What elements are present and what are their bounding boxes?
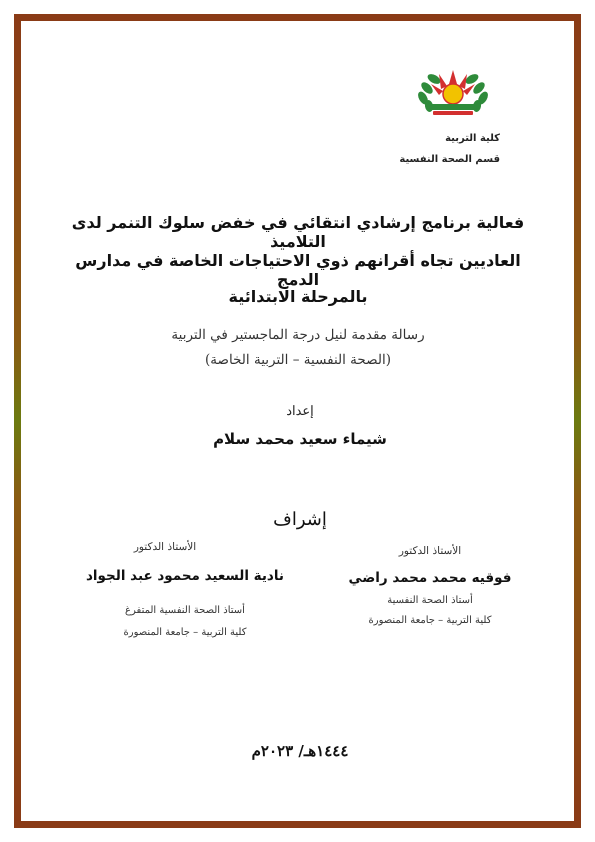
faculty-name: كلية التربية	[445, 133, 500, 144]
supervisor-2-affiliation: كلية التربية – جامعة المنصورة	[123, 627, 247, 638]
supervisor-1-name: فوقيه محمد محمد راضي	[348, 570, 512, 586]
publication-date: ١٤٤٤هـ/ ٢٠٢٣م	[251, 742, 349, 760]
supervision-label: إشراف	[273, 509, 327, 530]
supervisor-1-role: الأستاذ الدكتور	[398, 545, 462, 557]
preparation-label: إعداد	[286, 404, 314, 419]
specialization: (الصحة النفسية – التربية الخاصة)	[205, 352, 391, 368]
university-emblem-icon	[413, 64, 493, 120]
supervisor-1-position: أستاذ الصحة النفسية	[387, 595, 473, 606]
department-name: قسم الصحة النفسية	[399, 154, 500, 165]
author-name: شيماء سعيد محمد سلام	[213, 430, 387, 448]
supervisor-2	[80, 541, 290, 638]
supervisor-1-affiliation: كلية التربية – جامعة المنصورة	[368, 615, 492, 626]
thesis-title-line-1: فعالية برنامج إرشادي انتقائي في خفض سلوك التنمر لدى التلاميذ	[71, 213, 525, 251]
supervisor-2-position: أستاذ الصحة النفسية المتفرغ	[125, 605, 245, 616]
faculty-header	[300, 128, 500, 170]
thesis-title-line-2: العاديين تجاه أقرانهم ذوي الاحتياجات الخاصة في مدارس الدمج	[75, 251, 521, 289]
supervisor-2-role: الأستاذ الدكتور	[133, 541, 197, 553]
thesis-title-line-3: بالمرحلة الابتدائية	[228, 287, 368, 306]
degree-statement: رسالة مقدمة لنيل درجة الماجستير في التربية	[171, 327, 425, 343]
supervisor-2-name: نادية السعيد محمود عبد الجواد	[86, 568, 284, 584]
supervisor-1	[330, 545, 530, 626]
